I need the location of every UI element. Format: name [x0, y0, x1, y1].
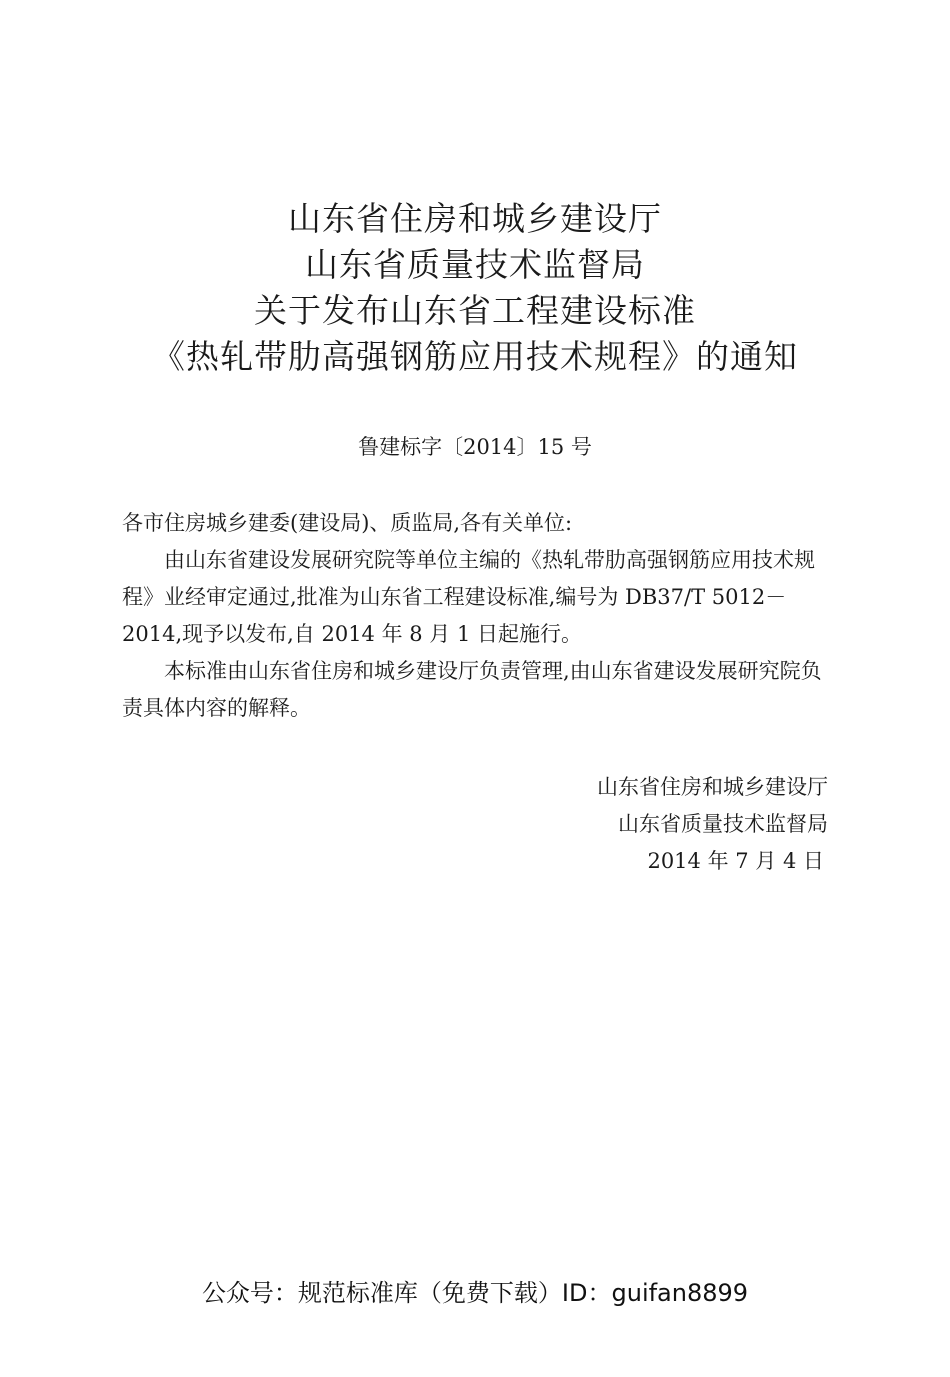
- issuer-name: 山东省质量技术监督局: [618, 812, 828, 836]
- title-line: 关于发布山东省工程建设标准: [254, 291, 696, 330]
- body-paragraph: 本标准由山东省住房和城乡建设厅负责管理,由山东省建设发展研究院负责具体内容的解释。: [122, 659, 822, 720]
- document-number: 鲁建标字〔2014〕15 号: [358, 435, 592, 459]
- notice-title: [0, 196, 950, 380]
- notice-body: [122, 505, 832, 727]
- body-paragraph: 由山东省建设发展研究院等单位主编的《热轧带肋高强钢筋应用技术规程》业经审定通过,批准为山东省工程建设标准,编号为 DB37/T 5012－2014,现予以发布,自 2014 年 8 月 1 日起施行。: [122, 548, 815, 646]
- signature-block: [597, 769, 828, 880]
- title-line: 《热轧带肋高强钢筋应用技术规程》的通知: [152, 337, 798, 376]
- footer-watermark-text: 公众号：规范标准库（免费下载）ID：guifan8899: [201, 1279, 749, 1307]
- title-line: 山东省质量技术监督局: [305, 245, 645, 284]
- salutation: 各市住房城乡建委(建设局)、质监局,各有关单位:: [122, 511, 573, 535]
- issuer-name: 山东省住房和城乡建设厅: [597, 775, 828, 799]
- issue-date: 2014 年 7 月 4 日: [647, 849, 824, 873]
- title-line: 山东省住房和城乡建设厅: [288, 199, 662, 238]
